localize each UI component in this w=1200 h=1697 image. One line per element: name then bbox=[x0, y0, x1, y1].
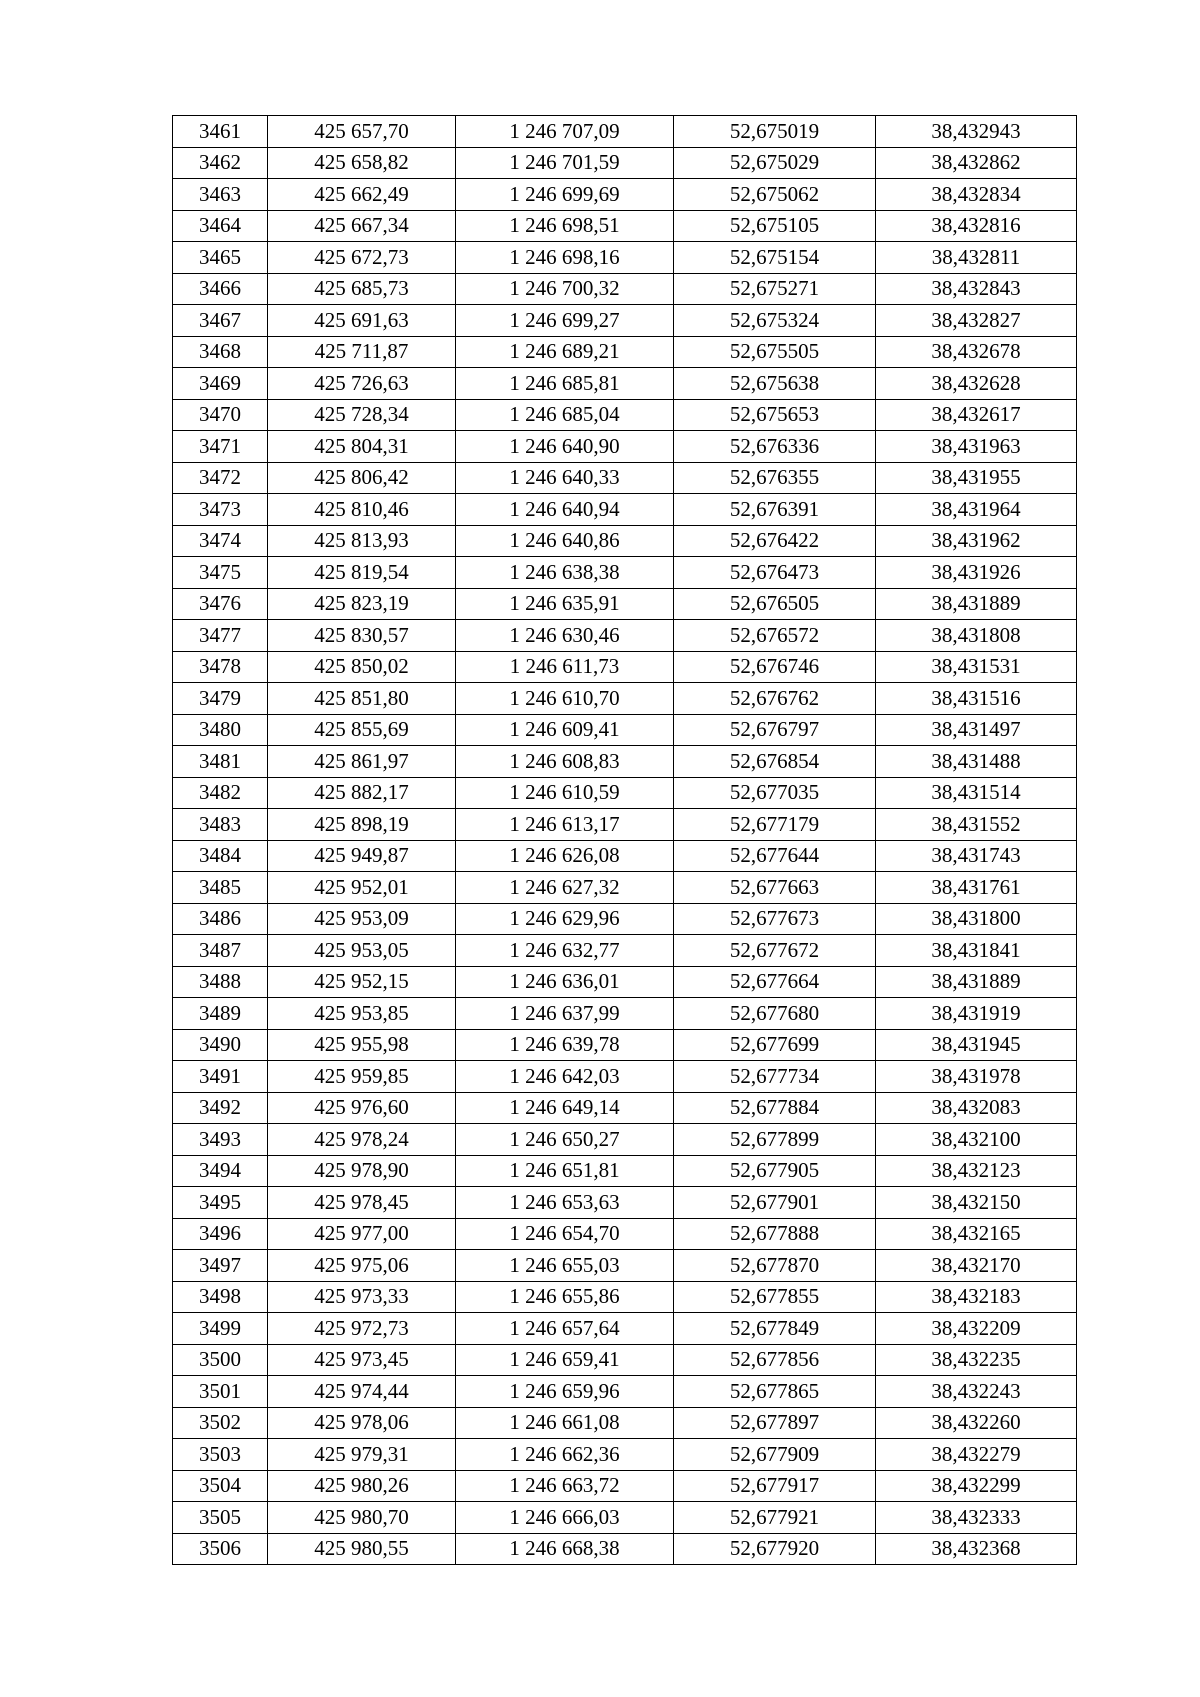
y-coordinate-cell: 1 246 659,96 bbox=[456, 1376, 674, 1408]
x-coordinate-cell: 425 726,63 bbox=[268, 368, 456, 400]
latitude-cell: 52,675105 bbox=[674, 210, 876, 242]
y-coordinate-cell: 1 246 640,33 bbox=[456, 462, 674, 494]
point-number-cell: 3500 bbox=[173, 1344, 268, 1376]
table-row bbox=[173, 557, 1077, 589]
longitude-cell: 38,432183 bbox=[876, 1281, 1077, 1313]
table-row bbox=[173, 1124, 1077, 1156]
longitude-cell: 38,431926 bbox=[876, 557, 1077, 589]
x-coordinate-cell: 425 959,85 bbox=[268, 1061, 456, 1093]
latitude-cell: 52,676505 bbox=[674, 588, 876, 620]
y-coordinate-cell: 1 246 635,91 bbox=[456, 588, 674, 620]
longitude-cell: 38,431497 bbox=[876, 714, 1077, 746]
latitude-cell: 52,677855 bbox=[674, 1281, 876, 1313]
table-row bbox=[173, 683, 1077, 715]
longitude-cell: 38,431808 bbox=[876, 620, 1077, 652]
longitude-cell: 38,432862 bbox=[876, 147, 1077, 179]
longitude-cell: 38,432843 bbox=[876, 273, 1077, 305]
longitude-cell: 38,431761 bbox=[876, 872, 1077, 904]
latitude-cell: 52,677672 bbox=[674, 935, 876, 967]
point-number-cell: 3483 bbox=[173, 809, 268, 841]
table-row bbox=[173, 368, 1077, 400]
longitude-cell: 38,431889 bbox=[876, 588, 1077, 620]
y-coordinate-cell: 1 246 699,27 bbox=[456, 305, 674, 337]
y-coordinate-cell: 1 246 659,41 bbox=[456, 1344, 674, 1376]
coordinates-table-body bbox=[173, 116, 1077, 1565]
latitude-cell: 52,677035 bbox=[674, 777, 876, 809]
x-coordinate-cell: 425 658,82 bbox=[268, 147, 456, 179]
point-number-cell: 3461 bbox=[173, 116, 268, 148]
x-coordinate-cell: 425 975,06 bbox=[268, 1250, 456, 1282]
x-coordinate-cell: 425 851,80 bbox=[268, 683, 456, 715]
table-row bbox=[173, 1061, 1077, 1093]
x-coordinate-cell: 425 949,87 bbox=[268, 840, 456, 872]
longitude-cell: 38,431841 bbox=[876, 935, 1077, 967]
longitude-cell: 38,431978 bbox=[876, 1061, 1077, 1093]
x-coordinate-cell: 425 672,73 bbox=[268, 242, 456, 274]
point-number-cell: 3467 bbox=[173, 305, 268, 337]
y-coordinate-cell: 1 246 663,72 bbox=[456, 1470, 674, 1502]
table-row bbox=[173, 1533, 1077, 1565]
longitude-cell: 38,432165 bbox=[876, 1218, 1077, 1250]
y-coordinate-cell: 1 246 636,01 bbox=[456, 966, 674, 998]
y-coordinate-cell: 1 246 651,81 bbox=[456, 1155, 674, 1187]
latitude-cell: 52,676854 bbox=[674, 746, 876, 778]
y-coordinate-cell: 1 246 638,38 bbox=[456, 557, 674, 589]
x-coordinate-cell: 425 667,34 bbox=[268, 210, 456, 242]
latitude-cell: 52,675638 bbox=[674, 368, 876, 400]
latitude-cell: 52,676336 bbox=[674, 431, 876, 463]
x-coordinate-cell: 425 711,87 bbox=[268, 336, 456, 368]
x-coordinate-cell: 425 855,69 bbox=[268, 714, 456, 746]
point-number-cell: 3480 bbox=[173, 714, 268, 746]
y-coordinate-cell: 1 246 649,14 bbox=[456, 1092, 674, 1124]
x-coordinate-cell: 425 973,45 bbox=[268, 1344, 456, 1376]
y-coordinate-cell: 1 246 655,03 bbox=[456, 1250, 674, 1282]
point-number-cell: 3477 bbox=[173, 620, 268, 652]
longitude-cell: 38,432834 bbox=[876, 179, 1077, 211]
table-row bbox=[173, 1376, 1077, 1408]
y-coordinate-cell: 1 246 613,17 bbox=[456, 809, 674, 841]
point-number-cell: 3475 bbox=[173, 557, 268, 589]
latitude-cell: 52,676572 bbox=[674, 620, 876, 652]
point-number-cell: 3492 bbox=[173, 1092, 268, 1124]
table-row bbox=[173, 210, 1077, 242]
latitude-cell: 52,675653 bbox=[674, 399, 876, 431]
longitude-cell: 38,432150 bbox=[876, 1187, 1077, 1219]
latitude-cell: 52,675505 bbox=[674, 336, 876, 368]
y-coordinate-cell: 1 246 661,08 bbox=[456, 1407, 674, 1439]
table-row bbox=[173, 179, 1077, 211]
point-number-cell: 3489 bbox=[173, 998, 268, 1030]
x-coordinate-cell: 425 806,42 bbox=[268, 462, 456, 494]
table-row bbox=[173, 1502, 1077, 1534]
longitude-cell: 38,432235 bbox=[876, 1344, 1077, 1376]
x-coordinate-cell: 425 685,73 bbox=[268, 273, 456, 305]
table-row bbox=[173, 840, 1077, 872]
longitude-cell: 38,432083 bbox=[876, 1092, 1077, 1124]
point-number-cell: 3470 bbox=[173, 399, 268, 431]
y-coordinate-cell: 1 246 668,38 bbox=[456, 1533, 674, 1565]
longitude-cell: 38,432100 bbox=[876, 1124, 1077, 1156]
latitude-cell: 52,676762 bbox=[674, 683, 876, 715]
longitude-cell: 38,432811 bbox=[876, 242, 1077, 274]
x-coordinate-cell: 425 980,70 bbox=[268, 1502, 456, 1534]
longitude-cell: 38,432170 bbox=[876, 1250, 1077, 1282]
longitude-cell: 38,432243 bbox=[876, 1376, 1077, 1408]
x-coordinate-cell: 425 979,31 bbox=[268, 1439, 456, 1471]
point-number-cell: 3497 bbox=[173, 1250, 268, 1282]
longitude-cell: 38,431955 bbox=[876, 462, 1077, 494]
latitude-cell: 52,677888 bbox=[674, 1218, 876, 1250]
latitude-cell: 52,677734 bbox=[674, 1061, 876, 1093]
x-coordinate-cell: 425 861,97 bbox=[268, 746, 456, 778]
table-row bbox=[173, 1155, 1077, 1187]
latitude-cell: 52,677664 bbox=[674, 966, 876, 998]
table-row bbox=[173, 746, 1077, 778]
point-number-cell: 3494 bbox=[173, 1155, 268, 1187]
point-number-cell: 3463 bbox=[173, 179, 268, 211]
x-coordinate-cell: 425 657,70 bbox=[268, 116, 456, 148]
y-coordinate-cell: 1 246 657,64 bbox=[456, 1313, 674, 1345]
longitude-cell: 38,431945 bbox=[876, 1029, 1077, 1061]
x-coordinate-cell: 425 882,17 bbox=[268, 777, 456, 809]
y-coordinate-cell: 1 246 699,69 bbox=[456, 179, 674, 211]
table-row bbox=[173, 1313, 1077, 1345]
latitude-cell: 52,677897 bbox=[674, 1407, 876, 1439]
latitude-cell: 52,677865 bbox=[674, 1376, 876, 1408]
point-number-cell: 3472 bbox=[173, 462, 268, 494]
latitude-cell: 52,677909 bbox=[674, 1439, 876, 1471]
longitude-cell: 38,432123 bbox=[876, 1155, 1077, 1187]
latitude-cell: 52,677901 bbox=[674, 1187, 876, 1219]
point-number-cell: 3464 bbox=[173, 210, 268, 242]
table-row bbox=[173, 273, 1077, 305]
y-coordinate-cell: 1 246 655,86 bbox=[456, 1281, 674, 1313]
latitude-cell: 52,676797 bbox=[674, 714, 876, 746]
point-number-cell: 3503 bbox=[173, 1439, 268, 1471]
longitude-cell: 38,431962 bbox=[876, 525, 1077, 557]
point-number-cell: 3471 bbox=[173, 431, 268, 463]
table-row bbox=[173, 116, 1077, 148]
x-coordinate-cell: 425 978,06 bbox=[268, 1407, 456, 1439]
x-coordinate-cell: 425 976,60 bbox=[268, 1092, 456, 1124]
y-coordinate-cell: 1 246 650,27 bbox=[456, 1124, 674, 1156]
coordinates-table bbox=[172, 115, 1077, 1565]
x-coordinate-cell: 425 953,05 bbox=[268, 935, 456, 967]
latitude-cell: 52,677884 bbox=[674, 1092, 876, 1124]
y-coordinate-cell: 1 246 630,46 bbox=[456, 620, 674, 652]
x-coordinate-cell: 425 953,09 bbox=[268, 903, 456, 935]
longitude-cell: 38,432299 bbox=[876, 1470, 1077, 1502]
longitude-cell: 38,432617 bbox=[876, 399, 1077, 431]
x-coordinate-cell: 425 952,15 bbox=[268, 966, 456, 998]
y-coordinate-cell: 1 246 654,70 bbox=[456, 1218, 674, 1250]
longitude-cell: 38,431552 bbox=[876, 809, 1077, 841]
table-row bbox=[173, 777, 1077, 809]
longitude-cell: 38,432279 bbox=[876, 1439, 1077, 1471]
point-number-cell: 3465 bbox=[173, 242, 268, 274]
point-number-cell: 3485 bbox=[173, 872, 268, 904]
table-row bbox=[173, 809, 1077, 841]
point-number-cell: 3479 bbox=[173, 683, 268, 715]
table-row bbox=[173, 1092, 1077, 1124]
table-row bbox=[173, 966, 1077, 998]
longitude-cell: 38,432943 bbox=[876, 116, 1077, 148]
table-row bbox=[173, 620, 1077, 652]
latitude-cell: 52,677179 bbox=[674, 809, 876, 841]
point-number-cell: 3498 bbox=[173, 1281, 268, 1313]
x-coordinate-cell: 425 974,44 bbox=[268, 1376, 456, 1408]
latitude-cell: 52,677899 bbox=[674, 1124, 876, 1156]
point-number-cell: 3468 bbox=[173, 336, 268, 368]
x-coordinate-cell: 425 952,01 bbox=[268, 872, 456, 904]
y-coordinate-cell: 1 246 627,32 bbox=[456, 872, 674, 904]
latitude-cell: 52,676355 bbox=[674, 462, 876, 494]
x-coordinate-cell: 425 691,63 bbox=[268, 305, 456, 337]
y-coordinate-cell: 1 246 698,16 bbox=[456, 242, 674, 274]
point-number-cell: 3482 bbox=[173, 777, 268, 809]
y-coordinate-cell: 1 246 685,81 bbox=[456, 368, 674, 400]
y-coordinate-cell: 1 246 611,73 bbox=[456, 651, 674, 683]
latitude-cell: 52,677921 bbox=[674, 1502, 876, 1534]
latitude-cell: 52,677663 bbox=[674, 872, 876, 904]
latitude-cell: 52,675271 bbox=[674, 273, 876, 305]
longitude-cell: 38,432209 bbox=[876, 1313, 1077, 1345]
point-number-cell: 3487 bbox=[173, 935, 268, 967]
x-coordinate-cell: 425 953,85 bbox=[268, 998, 456, 1030]
longitude-cell: 38,432628 bbox=[876, 368, 1077, 400]
y-coordinate-cell: 1 246 701,59 bbox=[456, 147, 674, 179]
x-coordinate-cell: 425 972,73 bbox=[268, 1313, 456, 1345]
table-row bbox=[173, 1187, 1077, 1219]
longitude-cell: 38,431889 bbox=[876, 966, 1077, 998]
table-row bbox=[173, 935, 1077, 967]
longitude-cell: 38,431800 bbox=[876, 903, 1077, 935]
longitude-cell: 38,432827 bbox=[876, 305, 1077, 337]
y-coordinate-cell: 1 246 608,83 bbox=[456, 746, 674, 778]
point-number-cell: 3473 bbox=[173, 494, 268, 526]
y-coordinate-cell: 1 246 610,70 bbox=[456, 683, 674, 715]
point-number-cell: 3506 bbox=[173, 1533, 268, 1565]
table-row bbox=[173, 588, 1077, 620]
y-coordinate-cell: 1 246 653,63 bbox=[456, 1187, 674, 1219]
longitude-cell: 38,431964 bbox=[876, 494, 1077, 526]
latitude-cell: 52,677673 bbox=[674, 903, 876, 935]
y-coordinate-cell: 1 246 609,41 bbox=[456, 714, 674, 746]
table-row bbox=[173, 462, 1077, 494]
point-number-cell: 3491 bbox=[173, 1061, 268, 1093]
y-coordinate-cell: 1 246 640,94 bbox=[456, 494, 674, 526]
longitude-cell: 38,432260 bbox=[876, 1407, 1077, 1439]
longitude-cell: 38,431963 bbox=[876, 431, 1077, 463]
table-row bbox=[173, 305, 1077, 337]
latitude-cell: 52,676422 bbox=[674, 525, 876, 557]
point-number-cell: 3505 bbox=[173, 1502, 268, 1534]
y-coordinate-cell: 1 246 698,51 bbox=[456, 210, 674, 242]
latitude-cell: 52,676473 bbox=[674, 557, 876, 589]
latitude-cell: 52,677870 bbox=[674, 1250, 876, 1282]
latitude-cell: 52,677644 bbox=[674, 840, 876, 872]
table-row bbox=[173, 714, 1077, 746]
x-coordinate-cell: 425 819,54 bbox=[268, 557, 456, 589]
longitude-cell: 38,432678 bbox=[876, 336, 1077, 368]
x-coordinate-cell: 425 830,57 bbox=[268, 620, 456, 652]
point-number-cell: 3486 bbox=[173, 903, 268, 935]
x-coordinate-cell: 425 973,33 bbox=[268, 1281, 456, 1313]
y-coordinate-cell: 1 246 666,03 bbox=[456, 1502, 674, 1534]
point-number-cell: 3476 bbox=[173, 588, 268, 620]
y-coordinate-cell: 1 246 640,86 bbox=[456, 525, 674, 557]
x-coordinate-cell: 425 978,24 bbox=[268, 1124, 456, 1156]
point-number-cell: 3466 bbox=[173, 273, 268, 305]
x-coordinate-cell: 425 978,45 bbox=[268, 1187, 456, 1219]
longitude-cell: 38,431531 bbox=[876, 651, 1077, 683]
table-row bbox=[173, 903, 1077, 935]
table-row bbox=[173, 872, 1077, 904]
x-coordinate-cell: 425 850,02 bbox=[268, 651, 456, 683]
y-coordinate-cell: 1 246 640,90 bbox=[456, 431, 674, 463]
table-row bbox=[173, 998, 1077, 1030]
y-coordinate-cell: 1 246 662,36 bbox=[456, 1439, 674, 1471]
point-number-cell: 3484 bbox=[173, 840, 268, 872]
table-row bbox=[173, 147, 1077, 179]
table-row bbox=[173, 1218, 1077, 1250]
table-row bbox=[173, 431, 1077, 463]
longitude-cell: 38,431488 bbox=[876, 746, 1077, 778]
point-number-cell: 3469 bbox=[173, 368, 268, 400]
table-row bbox=[173, 494, 1077, 526]
longitude-cell: 38,432333 bbox=[876, 1502, 1077, 1534]
point-number-cell: 3496 bbox=[173, 1218, 268, 1250]
point-number-cell: 3495 bbox=[173, 1187, 268, 1219]
table-row bbox=[173, 336, 1077, 368]
latitude-cell: 52,677905 bbox=[674, 1155, 876, 1187]
y-coordinate-cell: 1 246 685,04 bbox=[456, 399, 674, 431]
table-row bbox=[173, 1407, 1077, 1439]
point-number-cell: 3462 bbox=[173, 147, 268, 179]
latitude-cell: 52,677680 bbox=[674, 998, 876, 1030]
latitude-cell: 52,677699 bbox=[674, 1029, 876, 1061]
y-coordinate-cell: 1 246 642,03 bbox=[456, 1061, 674, 1093]
table-row bbox=[173, 1281, 1077, 1313]
latitude-cell: 52,677920 bbox=[674, 1533, 876, 1565]
y-coordinate-cell: 1 246 632,77 bbox=[456, 935, 674, 967]
y-coordinate-cell: 1 246 689,21 bbox=[456, 336, 674, 368]
point-number-cell: 3490 bbox=[173, 1029, 268, 1061]
table-row bbox=[173, 242, 1077, 274]
latitude-cell: 52,677856 bbox=[674, 1344, 876, 1376]
table-row bbox=[173, 1029, 1077, 1061]
table-row bbox=[173, 1470, 1077, 1502]
longitude-cell: 38,431743 bbox=[876, 840, 1077, 872]
y-coordinate-cell: 1 246 610,59 bbox=[456, 777, 674, 809]
longitude-cell: 38,432368 bbox=[876, 1533, 1077, 1565]
longitude-cell: 38,431514 bbox=[876, 777, 1077, 809]
x-coordinate-cell: 425 728,34 bbox=[268, 399, 456, 431]
x-coordinate-cell: 425 813,93 bbox=[268, 525, 456, 557]
x-coordinate-cell: 425 823,19 bbox=[268, 588, 456, 620]
table-row bbox=[173, 1439, 1077, 1471]
x-coordinate-cell: 425 662,49 bbox=[268, 179, 456, 211]
y-coordinate-cell: 1 246 700,32 bbox=[456, 273, 674, 305]
latitude-cell: 52,677917 bbox=[674, 1470, 876, 1502]
point-number-cell: 3501 bbox=[173, 1376, 268, 1408]
latitude-cell: 52,675062 bbox=[674, 179, 876, 211]
point-number-cell: 3478 bbox=[173, 651, 268, 683]
latitude-cell: 52,677849 bbox=[674, 1313, 876, 1345]
point-number-cell: 3488 bbox=[173, 966, 268, 998]
table-row bbox=[173, 525, 1077, 557]
latitude-cell: 52,675324 bbox=[674, 305, 876, 337]
latitude-cell: 52,675154 bbox=[674, 242, 876, 274]
latitude-cell: 52,676746 bbox=[674, 651, 876, 683]
x-coordinate-cell: 425 810,46 bbox=[268, 494, 456, 526]
table-row bbox=[173, 651, 1077, 683]
latitude-cell: 52,675029 bbox=[674, 147, 876, 179]
latitude-cell: 52,676391 bbox=[674, 494, 876, 526]
point-number-cell: 3499 bbox=[173, 1313, 268, 1345]
x-coordinate-cell: 425 977,00 bbox=[268, 1218, 456, 1250]
latitude-cell: 52,675019 bbox=[674, 116, 876, 148]
y-coordinate-cell: 1 246 626,08 bbox=[456, 840, 674, 872]
longitude-cell: 38,431516 bbox=[876, 683, 1077, 715]
x-coordinate-cell: 425 804,31 bbox=[268, 431, 456, 463]
table-row bbox=[173, 399, 1077, 431]
x-coordinate-cell: 425 978,90 bbox=[268, 1155, 456, 1187]
point-number-cell: 3493 bbox=[173, 1124, 268, 1156]
point-number-cell: 3504 bbox=[173, 1470, 268, 1502]
y-coordinate-cell: 1 246 629,96 bbox=[456, 903, 674, 935]
table-row bbox=[173, 1344, 1077, 1376]
y-coordinate-cell: 1 246 707,09 bbox=[456, 116, 674, 148]
longitude-cell: 38,432816 bbox=[876, 210, 1077, 242]
y-coordinate-cell: 1 246 637,99 bbox=[456, 998, 674, 1030]
point-number-cell: 3481 bbox=[173, 746, 268, 778]
x-coordinate-cell: 425 980,26 bbox=[268, 1470, 456, 1502]
x-coordinate-cell: 425 955,98 bbox=[268, 1029, 456, 1061]
x-coordinate-cell: 425 898,19 bbox=[268, 809, 456, 841]
table-row bbox=[173, 1250, 1077, 1282]
longitude-cell: 38,431919 bbox=[876, 998, 1077, 1030]
x-coordinate-cell: 425 980,55 bbox=[268, 1533, 456, 1565]
point-number-cell: 3474 bbox=[173, 525, 268, 557]
point-number-cell: 3502 bbox=[173, 1407, 268, 1439]
y-coordinate-cell: 1 246 639,78 bbox=[456, 1029, 674, 1061]
